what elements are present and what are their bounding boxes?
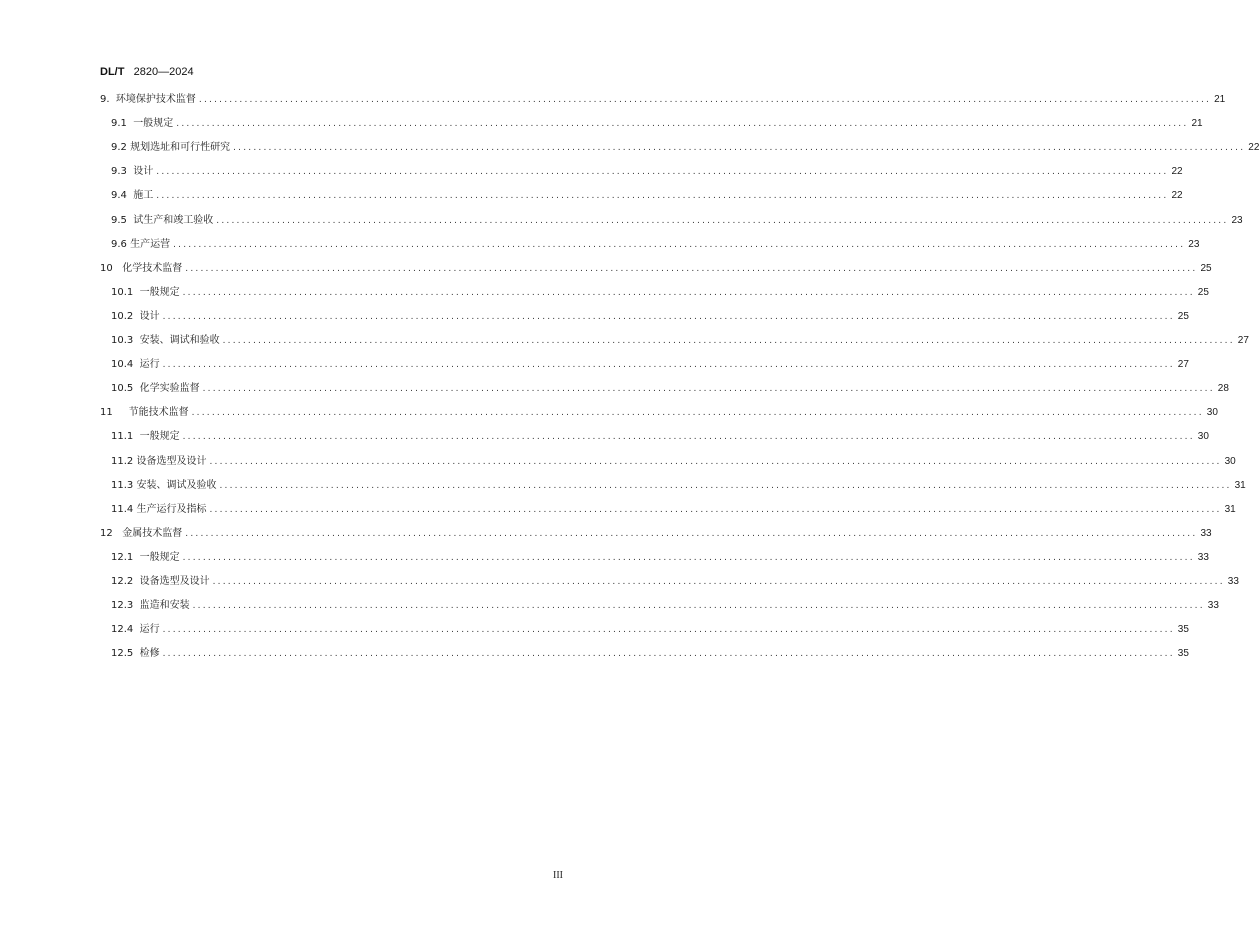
toc-entry-label: 11.4 生产运行及指标 [111,503,207,515]
toc-entry[interactable] [111,333,1249,349]
toc-leader-dots: ........................................................................................................................................................................................................ [182,287,1195,298]
toc-leader-dots: ........................................................................................................................................................................................................ [219,480,1232,491]
toc-leader-dots: ........................................................................................................................................................................................................ [156,191,1169,202]
toc-leader-dots: ........................................................................................................................................................................................................ [191,408,1204,419]
toc-leader-dots: ........................................................................................................................................................................................................ [162,311,1175,322]
toc-entry-page: 35 [1177,648,1189,660]
toc-entry-label: 10.2 设计 [111,310,160,322]
toc-entry-label: 11.3 安装、调试及验收 [111,479,217,491]
toc-entry-page: 25 [1177,310,1189,322]
toc-leader-dots: ........................................................................................................................................................................................................ [162,649,1175,660]
toc-entry-label: 11 节能技术监督 [100,407,189,419]
toc-leader-dots: ........................................................................................................................................................................................................ [182,432,1195,443]
standard-number: 2820—2024 [133,66,194,78]
toc-leader-dots: ........................................................................................................................................................................................................ [162,625,1175,636]
toc-entry-page: 28 [1217,383,1229,395]
toc-entry-page: 23 [1231,214,1243,226]
toc-entry-page: 30 [1224,455,1236,467]
toc-entry[interactable] [111,574,1239,590]
toc-entry-label: 9.5 试生产和竣工验收 [111,214,214,226]
toc-entry[interactable] [100,92,1226,108]
toc-entry[interactable] [111,381,1229,397]
toc-entry-page: 31 [1234,479,1246,491]
toc-entry-label: 9.3 设计 [111,166,154,178]
toc-leader-dots: ........................................................................................................................................................................................................ [156,167,1169,178]
toc-entry[interactable] [111,285,1209,301]
toc-entry-page: 25 [1197,286,1209,298]
toc-entry[interactable] [111,237,1200,253]
toc-entry-label: 10.4 运行 [111,359,160,371]
toc-entry-label: 10 化学技术监督 [100,262,183,274]
toc-entry[interactable] [111,502,1236,518]
toc-leader-dots: ........................................................................................................................................................................................................ [212,577,1225,587]
toc-entry-label: 12 金属技术监督 [100,527,183,539]
toc-entry[interactable] [111,213,1243,229]
toc-leader-dots: ........................................................................................................................................................................................................ [185,528,1198,539]
toc-entry-label: 9.1 一般规定 [111,118,174,130]
toc-entry[interactable] [111,140,1259,156]
toc-entry-label: 9.2 规划选址和可行性研究 [111,142,231,154]
toc-entry[interactable] [111,309,1189,325]
toc-entry[interactable] [111,164,1183,180]
toc-entry[interactable] [111,598,1219,614]
standard-code: DL/T [100,66,125,78]
toc-entry-label: 9. 环境保护技术监督 [100,94,196,105]
toc-entry-label: 11.2 设备选型及设计 [111,455,207,467]
toc-entry[interactable] [100,405,1218,421]
toc-entry[interactable] [111,429,1209,445]
toc-leader-dots: ........................................................................................................................................................................................................ [233,143,1246,154]
toc-entry-page: 21 [1214,94,1226,105]
toc-leader-dots: ........................................................................................................................................................................................................ [185,263,1198,274]
toc-entry-page: 31 [1224,503,1236,515]
toc-entry-page: 30 [1206,407,1218,419]
toc-entry-label: 11.1 一般规定 [111,431,180,443]
toc-entry[interactable] [111,478,1246,494]
toc-entry-page: 30 [1197,431,1209,443]
toc-entry-page: 22 [1171,166,1183,178]
toc-entry[interactable] [111,646,1189,662]
toc-entry-label: 12.1 一般规定 [111,551,180,563]
toc-entry-page: 33 [1207,600,1219,612]
toc-leader-dots: ........................................................................................................................................................................................................ [162,360,1175,371]
toc-entry[interactable] [111,550,1209,566]
toc-entry-page: 22 [1248,142,1259,154]
toc-entry-label: 9.4 施工 [111,190,154,202]
toc-entry[interactable] [111,357,1189,373]
toc-leader-dots: ........................................................................................................................................................................................................ [198,95,1212,105]
toc-entry-page: 27 [1237,335,1249,346]
toc-entry-label: 12.4 运行 [111,624,160,636]
toc-entry-label: 12.5 检修 [111,648,160,660]
toc-leader-dots: ........................................................................................................................................................................................................ [176,119,1189,130]
toc-entry-label: 10.3 安装、调试和验收 [111,335,220,346]
toc-leader-dots: ........................................................................................................................................................................................................ [209,504,1222,515]
document-header [100,66,194,78]
toc-leader-dots: ........................................................................................................................................................................................................ [216,215,1229,226]
toc-entry-page: 33 [1197,551,1209,563]
toc-leader-dots: ........................................................................................................................................................................................................ [202,384,1215,395]
toc-entry-label: 9.6 生产运营 [111,238,171,250]
toc-entry-label: 10.1 一般规定 [111,286,180,298]
toc-entry-page: 23 [1188,238,1200,250]
toc-entry-page: 22 [1171,190,1183,202]
toc-entry-label: 12.3 监造和安装 [111,600,190,612]
toc-entry-page: 25 [1200,262,1212,274]
toc-entry-page: 33 [1227,576,1239,587]
toc-entry[interactable] [111,454,1236,470]
toc-entry-page: 27 [1177,359,1189,371]
toc-entry[interactable] [111,116,1203,132]
toc-entry-label: 10.5 化学实验监督 [111,383,200,395]
toc-leader-dots: ........................................................................................................................................................................................................ [182,552,1195,563]
toc-leader-dots: ........................................................................................................................................................................................................ [222,336,1235,346]
toc-entry-label: 12.2 设备选型及设计 [111,576,210,587]
toc-entry[interactable] [100,526,1212,542]
toc-entry[interactable] [111,622,1189,638]
toc-entry-page: 21 [1191,118,1203,130]
toc-entry[interactable] [100,261,1212,277]
toc-leader-dots: ........................................................................................................................................................................................................ [192,601,1205,612]
toc-entry-page: 35 [1177,624,1189,636]
toc-leader-dots: ........................................................................................................................................................................................................ [209,456,1222,467]
toc-entry-page: 33 [1200,527,1212,539]
page-number: III [553,870,563,881]
toc-leader-dots: ........................................................................................................................................................................................................ [173,239,1186,250]
toc-entry[interactable] [111,188,1183,204]
